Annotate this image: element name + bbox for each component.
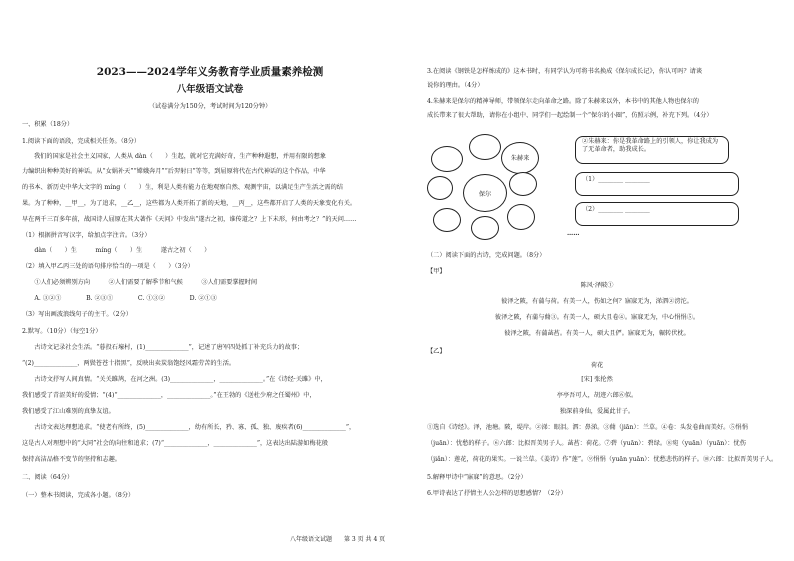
subquestion-1-1: （1）根据拼音写汉字，给加点字注音。（3分） <box>22 232 151 239</box>
question-1-heading: 1.阅读下面的语段，完成相关任务。（8分） <box>22 138 141 145</box>
poem-1-line: 彼泽之陂，有蒲菡萏。有美一人，硕大且俨。寤寐无为，辗转伏枕。 <box>504 330 690 337</box>
dictation-line: “(2)______________，两鬓苍苍十指黑”，反映出卖炭翁饱经风霜劳苦的生活。 <box>22 360 236 367</box>
exam-subtitle: 八年级语文试卷 <box>176 84 244 95</box>
answer-box-2 <box>575 202 739 226</box>
poem-1-title: 陈风·泽陂① <box>580 282 614 289</box>
poem-yi-marker: 【乙】 <box>427 348 446 355</box>
dictation-line: 我们感受了江山难别的真挚友谊。 <box>22 408 115 415</box>
subquestion-1-2: （2）填入甲乙丙三处的语句排序恰当的一项是（ ）（3分） <box>22 263 194 270</box>
question-2-heading: 2.默写。（10分）（每空1分） <box>22 328 102 335</box>
notes-line: ①选自《诗经》。泽，池塘。陂，堤岸。②涕：眼泪。泗：鼻涕。③蕑（jiān）：兰草。④卷：头发卷曲而美好。⑤悁悁 <box>427 424 748 431</box>
diagram-bubble <box>509 172 537 196</box>
baoer-label: 保尔 <box>478 191 492 198</box>
poem-1-line: 彼泽之陂，有蒲与蕑③。有美一人，硕大且卷④。寤寐无为，中心悁悁⑤。 <box>494 314 700 321</box>
subquestion-1-3: （3）写出画波浪线句子的主干。（2分） <box>22 311 132 318</box>
diagram-bubble <box>469 134 501 160</box>
section-1-heading: 一、积累（18分） <box>22 121 74 128</box>
diagram-bubble <box>433 208 461 232</box>
diagram-bubble <box>507 204 535 230</box>
subquestion-1-2-options: A. ③②① B. ②③① C. ①③② D. ②①③ <box>22 295 217 302</box>
question-3-line: 说你的理由。（4分） <box>427 82 484 89</box>
answer-blank-2: （2）________ ________ <box>582 206 650 213</box>
passage-line: 力编织出种种美好的神话。从“女娲补天”“嫦娥奔月”“后羿射日”等等，到屈原将代在古代神话的这个作品，中华 <box>22 168 326 175</box>
poem-2-author: [宋] 张抡然 <box>581 376 613 383</box>
diagram-ellipsis: …… <box>567 230 580 237</box>
question-4-line: 成长带来了很大帮助，请你在小组中、同学们一起绘制一个“保尔的小圈”，仿照示例，补充下列。（4分） <box>427 112 713 119</box>
exam-title: 2023——2024学年义务教育学业质量素养检测 <box>96 66 324 78</box>
question-4-line: 4.朱赫来是保尔的精神导师，带领保尔走向革命之路。除了朱赫来以外，本书中的其他人物也保尔的 <box>427 98 699 105</box>
zhuhelai-label: 朱赫来 <box>510 155 530 162</box>
diagram-bubble <box>427 176 453 200</box>
diagram-bubble <box>431 146 463 172</box>
subquestion-1-1-items: dàn（ ）生 míng（ ）生 遂古之初（ ） <box>22 247 211 254</box>
section-2-heading: 二、阅读（64分） <box>22 474 74 481</box>
passage-line: 果。为了种种，__甲__，为了追求，__乙__，这些都为人类开拓了新的天地，__丙__，这些都开启了人类的天象变化有关。 <box>22 200 357 207</box>
question-6: 6.甲诗表达了抒情主人公怎样的思想感情？（2分） <box>427 490 567 497</box>
poem-2-line: 独深前身仙，爱属此甘子。 <box>559 408 635 415</box>
passage-line: 的书本、新历史中华大文字的 míng（ ）生，利是人类有能力在地观察自然、观测宇宙，以满足生产生活之需的结 <box>22 184 343 191</box>
diagram-bubble-zhuhelai <box>501 142 539 174</box>
poem-2-line: 亭亭吾可人，胡迹六郎⑥似。 <box>556 392 638 399</box>
question-5: 5.解释甲诗中“寤寐”的意思。（2分） <box>427 474 527 481</box>
poem-1-line: 彼泽之陂，有蒲与荷。有美一人，伤如之何？寤寐无为，涕泗②滂沱。 <box>501 298 693 305</box>
dictation-line: 古诗文表达理想追求。“使老有所终，(5)______________，幼有所长，矜、寡、孤、独、废疾者(6)______________”， <box>22 424 356 431</box>
diagram-bubble-baoer <box>463 174 507 212</box>
notes-line: （jiǎn）：莲花，荷花的果实。一说兰草。《姜诗》作“莲”。⑨悁悁（yuān yuān）：忧愁悲伤的样子。⑩六郎：比拟晋美男子人。 <box>427 456 778 463</box>
exam-note: （试卷满分为150分，考试时间为120分钟） <box>148 103 272 110</box>
notes-line: （juān）：忧愁的样子。⑥六郎：比拟晋美男子人。菡萏：荷花。⑦碧（yuān）：碧绿。⑧宛（yuān）（yuān）：忧伤 <box>427 440 746 447</box>
poem-2-title: 荷花 <box>590 362 604 369</box>
dictation-line: 我们感受了青涩美好的爱情；“(4)“______________，______________。”在王勃的《送杜少府之任蜀州》中， <box>22 392 316 399</box>
answer-box-1 <box>575 172 739 196</box>
dictation-line: 古诗文记录社会生活。“暮投石壕村，(1)______________”，记述了唐军四处抓丁补充兵力的故事； <box>22 344 304 351</box>
section-2-part-2: （二）阅读下面的古诗，完成问题。（8分） <box>427 252 546 259</box>
subquestion-1-2-items: ①人们必须辨别方向 ②人们需要了解季节和气候 ③人们需要掌握时间 <box>22 279 258 286</box>
passage-line: 早在两千三百多年前，战国诗人屈原在其大著作《天问》中发出“遂古之初，谁传道之？上下未形，何由考之？”的天问…… <box>22 216 357 223</box>
poem-jia-marker: 【甲】 <box>427 268 446 275</box>
answer-blank-1: （1）________ ________ <box>582 176 650 183</box>
example-text: ②朱赫来：你是我革命路上的引领人，你让我成为了无革命者，助我成长。 <box>582 138 719 153</box>
section-2-part-1: （一）整本书阅读，完成各小题。（8分） <box>22 492 135 499</box>
passage-line: 我们的国家是社会主义国家，人类从 dàn（ ）生起，就对它充满好奇，生产种种遐想，并用有限的想象 <box>34 153 327 160</box>
right-column <box>397 0 794 561</box>
diagram-bubble <box>471 216 499 240</box>
page-footer: 八年级语文试题 第 3 页 共 4 页 <box>290 536 386 543</box>
example-box <box>575 136 729 164</box>
dictation-line: 这是古人对理想中的“大同”社会的向往和追求；(7)“______________，______________”，这表达出陆游如梅花般 <box>22 440 329 447</box>
dictation-line: 保持高洁品格不变节的坚持和志趣。 <box>22 456 121 463</box>
character-diagram <box>427 128 767 238</box>
dictation-line: 古诗文抒写人间真情。“关关雎鸠，在河之洲。(3)______________，______________。”在《诗经·关雎》中， <box>22 376 327 383</box>
question-3-line: 3.在阅读《钢铁是怎样炼成的》这本书时，有同学认为可将书名换成《保尔成长记》，你认可吗？请谈 <box>427 68 703 75</box>
